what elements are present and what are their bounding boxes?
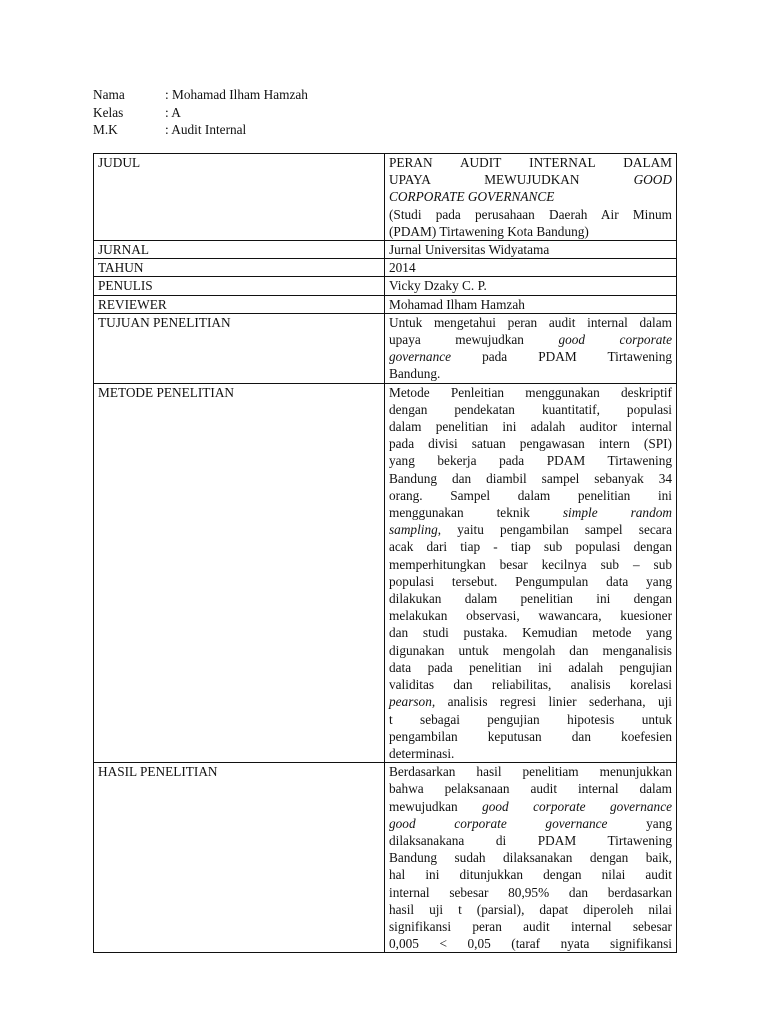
judul-row [94,154,677,241]
judul-line: (PDAM) Tirtawening Kota Bandung) [389,223,589,239]
metode-line: t sebagai pengujian hipotesis untuk [389,711,672,727]
metode-italic: pearson, [389,694,436,710]
student-header [93,86,308,139]
metode-line: yang bekerja pada PDAM Tirtawening [389,453,672,469]
metode-line: determinasi. [389,745,455,761]
metode-line: dengan pendekatan kuantitatif, populasi [389,401,672,417]
mk-value: : Audit Internal [165,122,247,137]
tujuan-italic: good corporate [558,332,672,348]
tujuan-italic: governance [389,349,452,365]
hasil-line: dilaksanakana di PDAM Tirtawening [389,832,672,848]
metode-line [389,504,672,521]
kelas-value: : A [165,104,181,120]
mk-label: M.K [93,122,118,137]
hasil-line: internal sebesar 80,95% dan berdasarkan [389,884,672,900]
hasil-line: Berdasarkan hasil penelitiam menunjukkan [389,764,672,780]
judul-italic: GOOD [633,172,672,188]
metode-line: populasi tersebut. Pengumpulan data yang [389,573,672,589]
jurnal-label: JURNAL [94,241,385,259]
metode-text: menggunakan teknik [389,505,563,521]
tujuan-line: Untuk mengetahui peran audit internal dalam [389,314,672,330]
metode-line [389,693,672,710]
tujuan-line [389,331,672,348]
mk-row [93,121,308,139]
metode-text: analisis regresi linier sederhana, uji [435,694,672,710]
jurnal-value: Jurnal Universitas Widyatama [385,241,677,259]
hasil-text: mewujudkan [389,798,483,814]
kelas-label: Kelas [93,104,124,120]
nama-row [93,86,308,104]
reviewer-value: Mohamad Ilham Hamzah [385,295,677,313]
metode-text: , yaitu pengambilan sampel secara [437,522,672,538]
metode-line: pengambilan keputusan dan koefesien [389,728,672,744]
penulis-value: Vicky Dzaky C. P. [385,277,677,295]
hasil-line: 0,005 < 0,05 (taraf nyata signifikansi [389,936,672,952]
penulis-row [94,277,677,295]
metode-line: digunakan untuk mengolah dan menganalisis [389,642,672,658]
nama-label: Nama [93,87,125,102]
hasil-line: hasil uji t (parsial), dapat diperoleh nilai [389,901,672,917]
reviewer-label: REVIEWER [94,295,385,313]
metode-line: dilakukan dalam penelitian ini dengan [389,591,672,607]
tujuan-line [389,348,672,365]
hasil-line [389,798,672,815]
judul-line: CORPORATE GOVERNANCE [389,189,555,205]
metode-line: pada divisi satuan pengawasan intern (SPI) [389,436,672,452]
metode-line: orang. Sampel dalam penelitian ini [389,487,672,503]
review-table [93,153,677,953]
tujuan-label: TUJUAN PENELITIAN [94,313,385,383]
metode-italic: sampling [389,522,438,538]
hasil-text: yang [607,815,672,831]
judul-line: (Studi pada perusahaan Daerah Air Minum [389,206,672,222]
kelas-row [93,104,308,122]
hasil-line: hal ini ditunjukkan dengan nilai audit [389,867,672,883]
hasil-line: signifikansi peran audit internal sebesar [389,918,672,934]
tahun-row [94,259,677,277]
metode-line: dan studi pustaka. Kemudian metode yang [389,625,672,641]
metode-line: acak dari tiap - tiap sub populasi dengan [389,539,672,555]
hasil-italic: good corporate governance [389,815,608,831]
hasil-row [94,763,677,953]
metode-line: Bandung dan diambil sampel sebanyak 34 [389,470,672,486]
metode-italic: simple random [562,505,672,521]
judul-label: JUDUL [94,154,385,241]
metode-line: validitas dan reliabilitas, analisis korelasi [389,677,672,693]
penulis-label: PENULIS [94,277,385,295]
metode-value [385,383,677,762]
hasil-italic: good corporate governance [482,798,672,814]
reviewer-row [94,295,677,313]
tahun-label: TAHUN [94,259,385,277]
metode-line: memperhitungkan besar kecilnya sub – sub [389,556,672,572]
metode-line: data pada penelitian ini adalah pengujian [389,659,672,675]
hasil-line [389,815,672,832]
nama-value: : Mohamad Ilham Hamzah [165,87,308,102]
tujuan-text: upaya mewujudkan [389,332,559,348]
tujuan-line: Bandung. [389,366,441,382]
metode-row [94,383,677,762]
hasil-line: bahwa pelaksanaan audit internal dalam [389,781,672,797]
metode-line [389,521,672,538]
judul-line: PERAN AUDIT INTERNAL DALAM [389,155,672,170]
hasil-label: HASIL PENELITIAN [94,763,385,953]
tujuan-value [385,313,677,383]
metode-label: METODE PENELITIAN [94,383,385,762]
metode-line: Metode Penleitian menggunakan deskriptif [389,384,672,400]
judul-value [385,154,677,241]
metode-line: melakukan observasi, wawancara, kuesioner [389,608,672,624]
judul-line [389,171,672,188]
hasil-value [385,763,677,953]
tujuan-row [94,313,677,383]
tahun-value: 2014 [385,259,677,277]
judul-text: UPAYA MEWUJUDKAN [389,172,634,188]
metode-line: dalam penelitian ini adalah auditor internal [389,419,672,435]
tujuan-text: pada PDAM Tirtawening [451,349,672,365]
jurnal-row [94,241,677,259]
hasil-line: Bandung sudah dilaksanakan dengan baik, [389,850,672,866]
